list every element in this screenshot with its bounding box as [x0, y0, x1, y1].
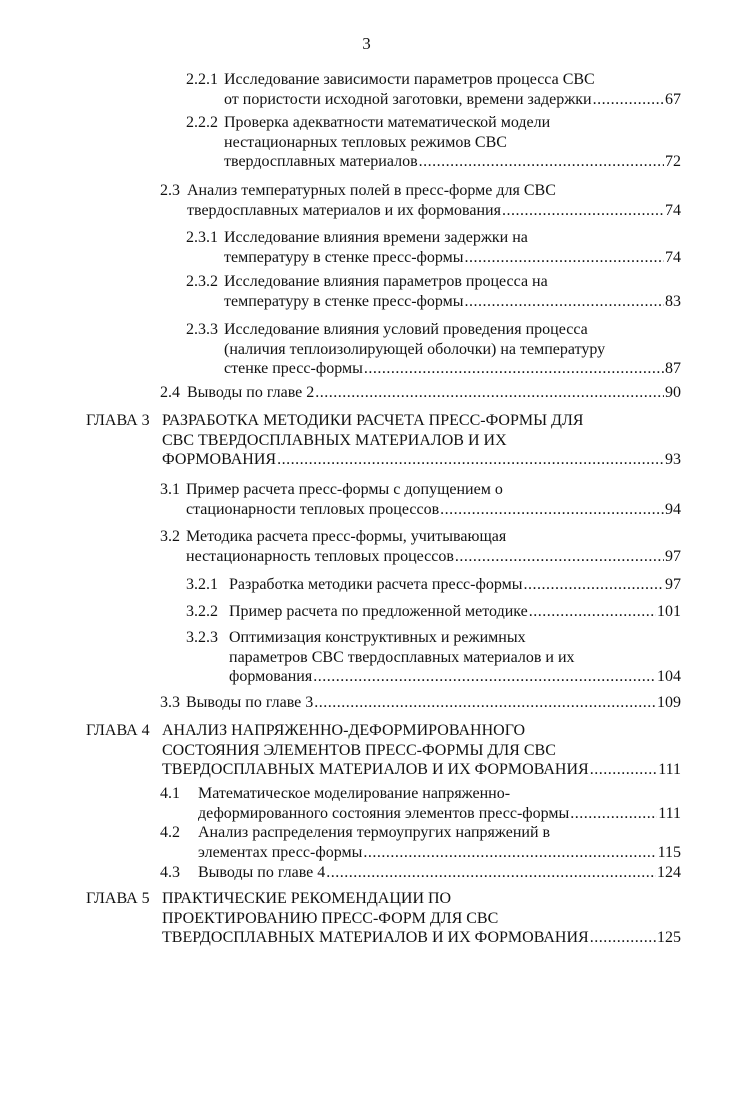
- toc-entry-title-line: деформированного состояния элементов пресс-формы: [198, 804, 570, 822]
- dot-leader: [465, 248, 664, 268]
- toc-entry-title-line: Выводы по главе 2: [187, 384, 315, 401]
- toc-entry-page: 93: [665, 451, 681, 468]
- toc-entry-title-line: ТВЕРДОСПЛАВНЫХ МАТЕРИАЛОВ И ИХ ФОРМОВАНИЯ: [162, 929, 589, 946]
- toc-entry: [186, 628, 681, 687]
- toc-entry-title-line: Анализ температурных полей в пресс-форме для СВС: [187, 182, 556, 199]
- toc-entry: [160, 693, 681, 713]
- dot-leader: [326, 863, 656, 883]
- toc-entry: [160, 823, 681, 862]
- toc-entry-title-line: ПРОЕКТИРОВАНИЮ ПРЕСС-ФОРМ ДЛЯ СВС: [162, 909, 499, 927]
- toc-entry: [160, 480, 681, 519]
- toc-entry-title-line: СВС ТВЕРДОСПЛАВНЫХ МАТЕРИАЛОВ И ИХ: [162, 431, 507, 449]
- toc-entry: [86, 721, 681, 780]
- toc-entry-title-line: Проверка адекватности математической модели: [224, 114, 551, 131]
- toc-entry-page: 72: [665, 153, 681, 170]
- toc-entry: [186, 602, 681, 622]
- dot-leader: [529, 602, 656, 622]
- toc-entry-number: 2.4: [160, 384, 180, 401]
- toc-entry: [186, 272, 681, 311]
- toc-entry-title-line: от пористости исходной заготовки, времени задержки: [224, 90, 592, 108]
- toc-entry-title-line: Выводы по главе 3: [186, 694, 314, 711]
- toc-entry: [186, 320, 681, 379]
- dot-leader: [363, 843, 656, 863]
- toc-entry-title-line: (наличия теплоизолирующей оболочки) на температуру: [224, 340, 606, 358]
- toc-entry-page: 74: [665, 201, 681, 219]
- toc-entry-title-line: РАЗРАБОТКА МЕТОДИКИ РАСЧЕТА ПРЕСС-ФОРМЫ ДЛЯ: [162, 412, 584, 429]
- toc-entry-title-line: параметров СВС твердосплавных материалов и их: [229, 648, 575, 666]
- toc-entry-title-line: Анализ распределения термоупругих напряжений в: [198, 824, 551, 841]
- toc-entry-page: 115: [657, 843, 681, 861]
- dot-leader: [593, 90, 664, 110]
- dot-leader: [590, 928, 656, 948]
- dot-leader: [455, 547, 664, 567]
- toc-entry: [86, 411, 681, 470]
- dot-leader: [313, 667, 656, 687]
- toc-entry-page: 101: [657, 603, 681, 620]
- toc-entry-number: 3.3: [160, 694, 180, 711]
- toc-entry-title-line: формования: [229, 668, 313, 685]
- toc-entry-title-line: Разработка методики расчета пресс-формы: [229, 576, 523, 593]
- toc-entry: [86, 889, 681, 948]
- toc-entry-title-line: Исследование влияния параметров процесса на: [224, 273, 548, 290]
- toc-entry-title-line: нестационарных тепловых режимов СВС: [224, 133, 507, 151]
- dot-leader: [419, 152, 664, 172]
- toc-entry-title-line: Пример расчета пресс-формы с допущением о: [186, 481, 503, 498]
- toc-entry-number: ГЛАВА 4: [86, 722, 150, 739]
- toc-entry-title-line: АНАЛИЗ НАПРЯЖЕННО-ДЕФОРМИРОВАННОГО: [162, 722, 526, 739]
- toc-entry-number: 2.3.2: [186, 273, 218, 290]
- toc-entry-page: 109: [657, 694, 681, 711]
- toc-entry-page: 104: [657, 668, 681, 685]
- toc-entry-number: ГЛАВА 3: [86, 412, 150, 429]
- toc-entry-title-line: Математическое моделирование напряженно-: [198, 785, 511, 802]
- toc-entry-title-line: Исследование зависимости параметров процесса СВС: [224, 71, 595, 88]
- toc-entry-number: 4.2: [160, 824, 180, 841]
- toc-entry-page: 125: [657, 929, 681, 946]
- dot-leader: [314, 693, 656, 713]
- toc-entry-title-line: нестационарность тепловых процессов: [186, 547, 454, 565]
- toc-entry-title-line: ПРАКТИЧЕСКИЕ РЕКОМЕНДАЦИИ ПО: [162, 890, 452, 907]
- page-number: 3: [362, 34, 371, 53]
- toc-entry-title-line: Исследование влияния времени задержки на: [224, 229, 528, 246]
- toc-entry-title-line: ТВЕРДОСПЛАВНЫХ МАТЕРИАЛОВ И ИХ ФОРМОВАНИЯ: [162, 761, 589, 778]
- toc-entry-page: 94: [665, 500, 681, 518]
- toc-entry-number: 4.3: [160, 864, 180, 881]
- toc-entry-page: 74: [665, 248, 681, 266]
- toc-entry-title-line: Пример расчета по предложенной методике: [229, 603, 528, 620]
- toc-entry-page: 67: [665, 90, 681, 108]
- toc-entry-title-line: температуру в стенке пресс-формы: [224, 248, 464, 266]
- toc-entry-title-line: Исследование влияния условий проведения процесса: [224, 321, 588, 338]
- dot-leader: [502, 201, 664, 221]
- toc-entry-page: 97: [665, 547, 681, 565]
- toc-entry-number: 2.3: [160, 182, 180, 199]
- dot-leader: [523, 575, 664, 595]
- toc-entry: [160, 383, 681, 403]
- toc-entry-title-line: стенке пресс-формы: [224, 360, 363, 377]
- toc-entry-page: 97: [665, 576, 681, 593]
- toc-entry-number: 3.2: [160, 528, 180, 545]
- toc-entry-page: 90: [665, 384, 681, 401]
- toc-entry-number: 3.1: [160, 481, 180, 498]
- toc-entry-number: 3.2.1: [186, 576, 218, 593]
- dot-leader: [315, 383, 664, 403]
- toc-entry: [160, 863, 681, 883]
- toc-entry: [186, 113, 681, 172]
- toc-entry: [160, 181, 681, 220]
- toc-entry-number: 3.2.2: [186, 603, 218, 620]
- toc-entry: [186, 228, 681, 267]
- dot-leader: [570, 804, 657, 824]
- toc-entry-page: 124: [657, 864, 681, 881]
- toc-entry-title-line: температуру в стенке пресс-формы: [224, 292, 464, 310]
- toc-entry-title-line: ФОРМОВАНИЯ: [162, 451, 277, 468]
- dot-leader: [590, 760, 658, 780]
- toc-entry-number: 2.2.1: [186, 71, 218, 88]
- toc-entry: [186, 575, 681, 595]
- toc-entry-number: 2.3.3: [186, 321, 218, 338]
- toc-entry-number: 2.2.2: [186, 114, 218, 131]
- toc-entry-page: 111: [658, 761, 681, 778]
- toc-entry-title-line: Оптимизация конструктивных и режимных: [229, 629, 526, 646]
- dot-leader: [465, 292, 664, 312]
- toc-entry: [160, 527, 681, 566]
- toc-entry-title-line: Методика расчета пресс-формы, учитывающая: [186, 528, 507, 545]
- toc-entry-title-line: элементах пресс-формы: [198, 843, 363, 861]
- toc-entry-number: 4.1: [160, 785, 180, 802]
- toc-entry: [186, 70, 681, 109]
- toc-entry-title-line: Выводы по главе 4: [198, 864, 326, 881]
- toc-entry-title-line: твердосплавных материалов и их формования: [187, 201, 501, 219]
- toc-entry-title-line: стационарности тепловых процессов: [186, 500, 440, 518]
- toc-entry-number: 2.3.1: [186, 229, 218, 246]
- toc-entry-page: 87: [665, 360, 681, 377]
- dot-leader: [364, 359, 664, 379]
- toc-entry: [160, 784, 681, 823]
- toc-entry-number: ГЛАВА 5: [86, 890, 150, 907]
- toc-entry-number: 3.2.3: [186, 629, 218, 646]
- toc-entry-title-line: СОСТОЯНИЯ ЭЛЕМЕНТОВ ПРЕСС-ФОРМЫ ДЛЯ СВС: [162, 741, 556, 759]
- toc-entry-page: 111: [658, 804, 681, 822]
- dot-leader: [277, 450, 664, 470]
- toc-entry-title-line: твердосплавных материалов: [224, 153, 418, 170]
- dot-leader: [440, 500, 664, 520]
- toc-entry-page: 83: [665, 292, 681, 310]
